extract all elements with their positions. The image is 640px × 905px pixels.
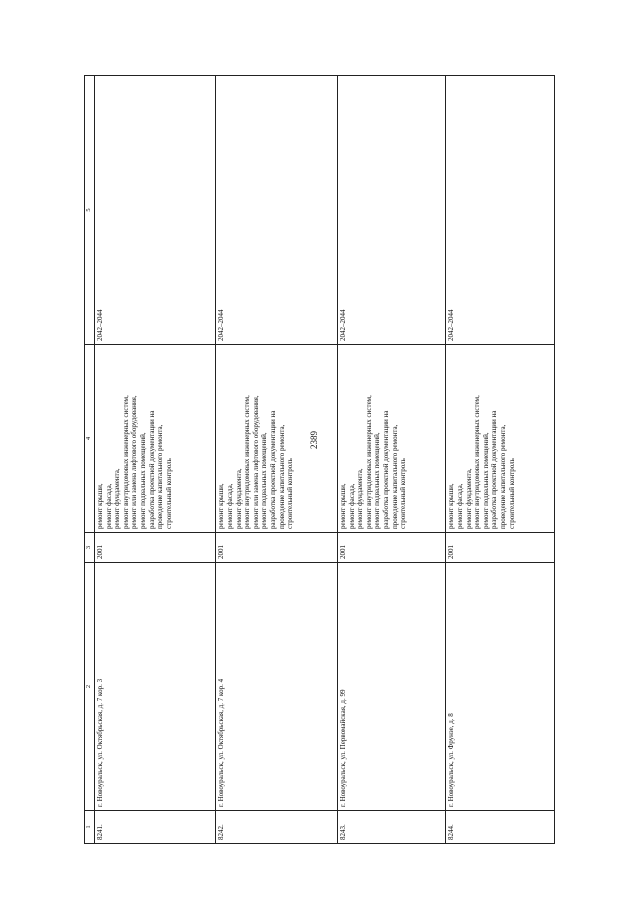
work-item: ремонт или замена лифтового оборудования, [130,395,139,529]
work-item: ремонт внутридомовых инженерных систем, [121,395,130,529]
address-cell: г. Новоуральск, ул. Первомайская, д. 99 [337,563,446,811]
work-item: строительный контроль [399,458,408,529]
work-item: строительный контроль [286,458,295,529]
row-number: 8244. [446,811,555,844]
period-cell: 2042–2044 [446,76,555,345]
work-item: ремонт внутридомовых инженерных систем, [473,395,482,529]
address-cell: г. Новоуральск, ул. Октябрьская, д. 7 кор. 4 [216,563,337,811]
work-item: строительный контроль [164,458,173,529]
work-item: разработка проектной документации на [490,410,499,529]
work-item: проведение капитального ремонта, [499,424,508,529]
work-item: ремонт крыши, [338,483,347,529]
work-item: ремонт фасада, [226,483,235,529]
table-row [337,76,446,844]
address-cell: г. Новоуральск, ул. Октябрьская, д. 7 кор. 3 [95,563,216,811]
table-row [216,76,337,844]
repair-schedule-table [84,75,555,844]
header-row [85,76,95,844]
works-cell [337,345,446,533]
work-item: ремонт фасада, [347,483,356,529]
work-item: ремонт внутридомовых инженерных систем, [364,395,373,529]
period-cell: 2042–2044 [95,76,216,345]
work-item: ремонт подвальных помещений, [481,432,490,529]
work-item: ремонт фундамента, [356,468,365,529]
work-item: ремонт крыши, [447,483,456,529]
work-item: ремонт фундамента, [464,468,473,529]
year-cell: 2001 [95,533,216,563]
work-item: строительный контроль [507,458,516,529]
work-item: разработка проектной документации на [269,410,278,529]
header-col-3: 3 [85,533,95,563]
work-item: ремонт фасада, [456,483,465,529]
rotated-table-wrapper [84,76,555,844]
work-item: ремонт фасада, [104,483,113,529]
page-number-text: 2389 [309,431,319,449]
work-item: ремонт или замена лифтового оборудования, [251,395,260,529]
work-item: проведение капитального ремонта, [156,424,165,529]
year-cell: 2001 [337,533,446,563]
work-item: ремонт подвальных помещений, [138,432,147,529]
work-item: проведение капитального ремонта, [277,424,286,529]
work-item: ремонт крыши, [217,483,226,529]
header-col-1: 1 [85,811,95,844]
period-cell: 2042–2044 [216,76,337,345]
work-item: ремонт подвальных помещений, [260,432,269,529]
row-number: 8241. [95,811,216,844]
period-cell: 2042–2044 [337,76,446,345]
works-cell [446,345,555,533]
header-col-2: 2 [85,563,95,811]
work-item: разработка проектной документации на [147,410,156,529]
work-item: ремонт фундамента, [234,468,243,529]
work-item: ремонт крыши, [96,483,104,529]
works-cell [95,345,216,533]
header-col-4: 4 [85,345,95,533]
work-item: ремонт подвальных помещений, [373,432,382,529]
table-row [95,76,216,844]
work-item: проведение капитального ремонта, [390,424,399,529]
work-item: ремонт фундамента, [113,468,122,529]
header-col-5: 5 [85,76,95,345]
work-item: ремонт внутридомовых инженерных систем, [243,395,252,529]
year-cell: 2001 [446,533,555,563]
year-cell: 2001 [216,533,337,563]
row-number: 8243. [337,811,446,844]
table-row [446,76,555,844]
address-cell: г. Новоуральск, ул. Фрунзе, д. 8 [446,563,555,811]
row-number: 8242. [216,811,337,844]
work-item: разработка проектной документации на [381,410,390,529]
works-cell [216,345,337,533]
